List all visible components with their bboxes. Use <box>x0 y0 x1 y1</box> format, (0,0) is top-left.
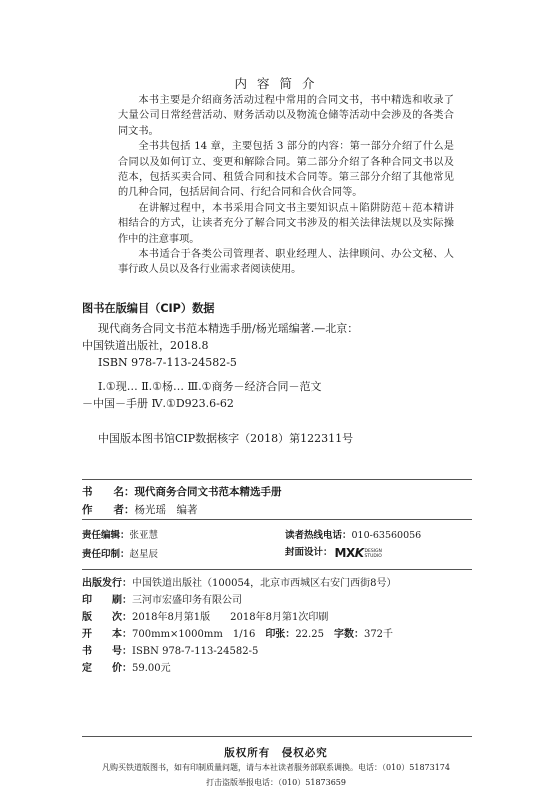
author-value: 杨光瑶 编著 <box>134 504 198 516</box>
logo-subtext-1: DESIGN <box>364 549 382 554</box>
cip-number <box>82 430 477 447</box>
cip-line: －中国－手册 Ⅳ.①D923.6-62 <box>82 397 234 410</box>
cover-design-label: 封面设计： <box>285 547 333 558</box>
cover-designer-logo <box>335 546 382 560</box>
intro-paragraph: 本书适合于各类公司管理者、职业经理人、法律顾问、办公文秘、人事行政人员以及各行业需求者阅读使用。 <box>118 249 454 276</box>
intro-paragraph: 在讲解过程中，本书采用合同文书主要知识点＋陷阱防范＋范本精讲相结合的方式，让读者充分了解合同文书涉及的相关法律法规以及实际操作中的注意事项。 <box>118 202 454 245</box>
printer-row <box>82 591 242 606</box>
print-manager-row <box>82 546 158 560</box>
logo-text: MX <box>334 545 355 560</box>
cip-line: 中国铁道出版社，2018.8 <box>82 339 209 352</box>
format-label: 开 本： <box>82 629 132 640</box>
hotline-row <box>285 527 421 541</box>
cip-heading: 图书在版编目（CIP）数据 <box>82 302 215 315</box>
intro-body <box>118 93 454 278</box>
intro-paragraph: 本书主要是介绍商务活动过程中常用的合同文书，书中精选和收录了大量公司日常经营活动、财务活动以及物流仓储等活动中会涉及的各类合同文书。 <box>118 95 454 137</box>
cip-record <box>82 320 477 371</box>
book-title-label: 书 名： <box>82 486 135 498</box>
logo-subtext <box>365 549 382 559</box>
sheets-label: 印张： <box>265 629 296 640</box>
hotline-label: 读者热线电话： <box>285 530 352 541</box>
words-value: 372千 <box>363 629 394 640</box>
cip-classification <box>82 378 477 412</box>
book-title-row <box>82 484 282 499</box>
divider <box>82 736 472 737</box>
divider <box>82 519 472 520</box>
sheets-value: 22.25 <box>295 629 324 640</box>
cip-line: 现代商务合同文书范本精选手册/杨光瑶编著.—北京： <box>98 322 359 335</box>
piracy-hotline: 打击盗版举报电话：（010）51873659 <box>206 778 346 787</box>
publisher-value: 中国铁道出版社（100054，北京市西城区右安门西街8号） <box>132 578 397 589</box>
intro-title: 内 容 简 介 <box>234 76 318 91</box>
service-notice: 凡购买铁道版图书，如有印制质量问题，请与本社读者服务部联系调换。电话：（010）51873174 <box>102 763 450 772</box>
print-manager-value: 赵星辰 <box>129 549 159 560</box>
editor-row <box>82 527 158 541</box>
format-value: 700mm×1000mm 1/16 <box>132 629 256 640</box>
divider <box>82 569 472 570</box>
hotline-value: 010-63560056 <box>351 530 422 541</box>
edition-value: 2018年8月第1版 2018年8月第1次印刷 <box>132 612 329 623</box>
price-row <box>82 659 171 674</box>
author-row <box>82 502 198 517</box>
price-value: 59.00元 <box>132 663 171 674</box>
copyright-notice: 版权所有 侵权必究 <box>224 747 328 759</box>
words-label: 字数： <box>333 629 364 640</box>
cip-line: ISBN 978-7-113-24582-5 <box>98 356 237 369</box>
logo-subtext-2: STUDIO <box>364 554 382 559</box>
cip-line: 中国版本图书馆CIP数据核字（2018）第122311号 <box>98 432 354 445</box>
isbn-row <box>82 642 258 657</box>
print-manager-label: 责任印制： <box>82 549 130 560</box>
book-title-value: 现代商务合同文书范本精选手册 <box>134 486 282 498</box>
isbn-value: ISBN 978-7-113-24582-5 <box>132 646 259 657</box>
price-label: 定 价： <box>82 663 132 674</box>
divider <box>82 479 472 480</box>
editor-value: 张亚慧 <box>129 530 159 541</box>
edition-row <box>82 608 328 623</box>
intro-paragraph: 全书共包括 14 章，主要包括 3 部分的内容：第一部分介绍了什么是合同以及如何订立、变更和解除合同。第二部分介绍了各种合同文书以及范本，包括买卖合同、租赁合同和技术合同等。第三部分介绍了其他常见的几种合同，包括居间合同、行纪合同和合伙合同等。 <box>118 141 454 199</box>
format-row <box>82 625 393 640</box>
printer-value: 三河市宏盛印务有限公司 <box>132 595 242 606</box>
publisher-label: 出版发行： <box>82 578 132 589</box>
cover-design-row <box>285 544 382 560</box>
cip-line: Ⅰ.①现… Ⅱ.①杨… Ⅲ.①商务－经济合同－范文 <box>98 380 322 393</box>
printer-label: 印 刷： <box>82 595 132 606</box>
author-label: 作 者： <box>82 504 135 516</box>
editor-label: 责任编辑： <box>82 530 130 541</box>
edition-label: 版 次： <box>82 612 132 623</box>
logo-text-k: K <box>354 545 364 560</box>
isbn-label: 书 号： <box>82 646 132 657</box>
publisher-row <box>82 574 397 589</box>
